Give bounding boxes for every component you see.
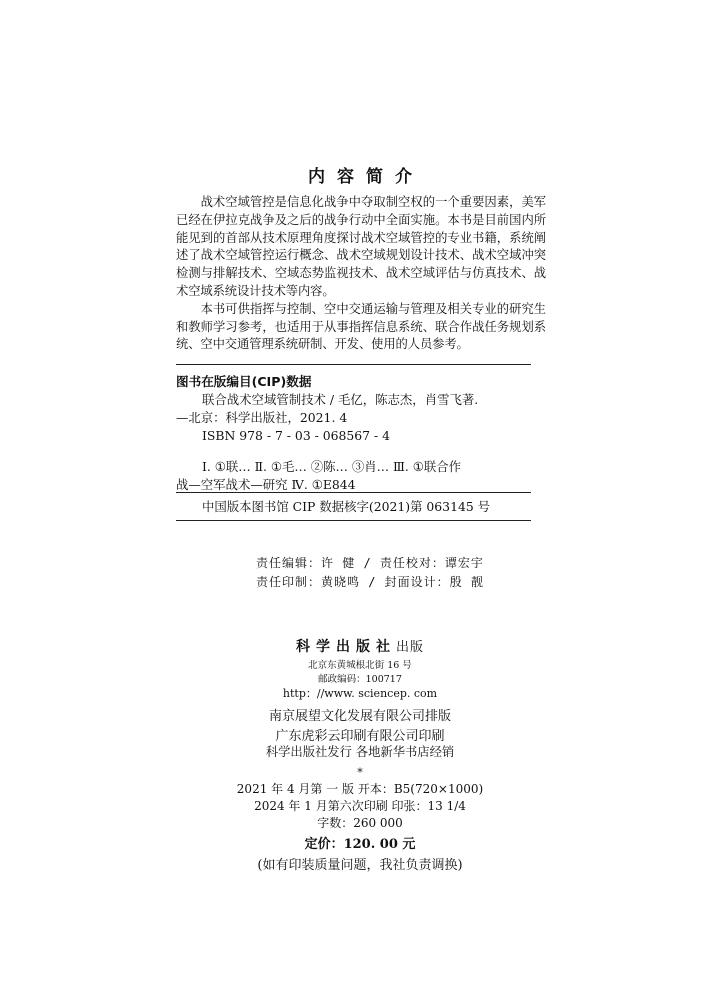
cip-bottom-rule xyxy=(176,520,531,521)
credits-editor-line: 责任编辑：许 健 / 责任校对：谭宏宇 xyxy=(256,556,484,570)
intro-paragraph-1: 战术空域管控是信息化战争中夺取制空权的一个重要因素，美军已经在伊拉克战争及之后的战争行动中全面实施。本书是目前国内所能见到的首部从技术原理角度探讨战术空域管控的专业书籍，系统阐述了战术空域管控运行概念、战术空域规划设计技术、战术空域冲突检测与排解技术、空域态势监视技术、战术空域评估与仿真技术、战术空域系统设计技术等内容。 xyxy=(176,195,546,298)
edition-line-2: 2024 年 1 月第六次印刷 印张：13 1/4 xyxy=(254,799,466,813)
cip-title: 图书在版编目(CIP)数据 xyxy=(176,374,312,389)
credits-print-line: 责任印制：黄晓鸣 / 封面设计：殷 靓 xyxy=(256,575,484,589)
separator-star: * xyxy=(357,766,363,779)
printer-line: 广东虎彩云印刷有限公司印刷 xyxy=(275,729,445,744)
cip-top-rule xyxy=(176,364,531,365)
edition-line-1: 2021 年 4 月第 一 版 开本：B5(720×1000) xyxy=(236,782,484,796)
cip-middle-rule xyxy=(176,492,531,493)
distribution-line: 科学出版社发行 各地新华书店经销 xyxy=(265,745,455,759)
publisher-url: http：//www. sciencep. com xyxy=(282,687,438,700)
word-count: 字数：260 000 xyxy=(317,816,403,830)
cip-class-line-1: Ⅰ. ①联… Ⅱ. ①毛… ②陈… ③肖… Ⅲ. ①联合作 xyxy=(202,459,462,474)
credits-block xyxy=(256,554,484,592)
publisher-suffix: 出版 xyxy=(395,640,424,655)
cip-verify-block xyxy=(176,498,536,516)
cip-block xyxy=(176,373,536,494)
intro-abstract xyxy=(176,194,546,354)
intro-paragraph-2: 本书可供指挥与控制、空中交通运输与管理及相关专业的研究生和教师学习参考，也适用于从事指挥信息系统、联合作战任务规划系统、空中交通管理系统研制、开发、使用的人员参考。 xyxy=(176,301,546,352)
cip-class-line-2: 战—空军战术—研究 Ⅳ. ①E844 xyxy=(176,477,356,492)
typesetter-line: 南京展望文化发展有限公司排版 xyxy=(268,709,451,724)
intro-heading: 内容简介 xyxy=(308,167,424,187)
publisher-address: 北京东黄城根北街 16 号 xyxy=(308,660,412,671)
cip-entry-line-2: —北京：科学出版社，2021. 4 xyxy=(176,410,348,425)
cip-entry-line-1: 联合战术空域管制技术 / 毛亿，陈志杰，肖雪飞著. xyxy=(202,392,479,407)
publisher-postcode: 邮政编码：100717 xyxy=(318,674,402,685)
publisher-line xyxy=(0,636,720,656)
cip-isbn: ISBN 978 - 7 - 03 - 068567 - 4 xyxy=(202,428,391,443)
cip-verify-number: 中国版本图书馆 CIP 数据核字(2021)第 063145 号 xyxy=(202,499,491,514)
price: 定价：120. 00 元 xyxy=(304,837,416,852)
quality-note: (如有印装质量问题，我社负责调换) xyxy=(257,858,463,873)
publisher-name: 科学出版社 xyxy=(295,639,396,655)
